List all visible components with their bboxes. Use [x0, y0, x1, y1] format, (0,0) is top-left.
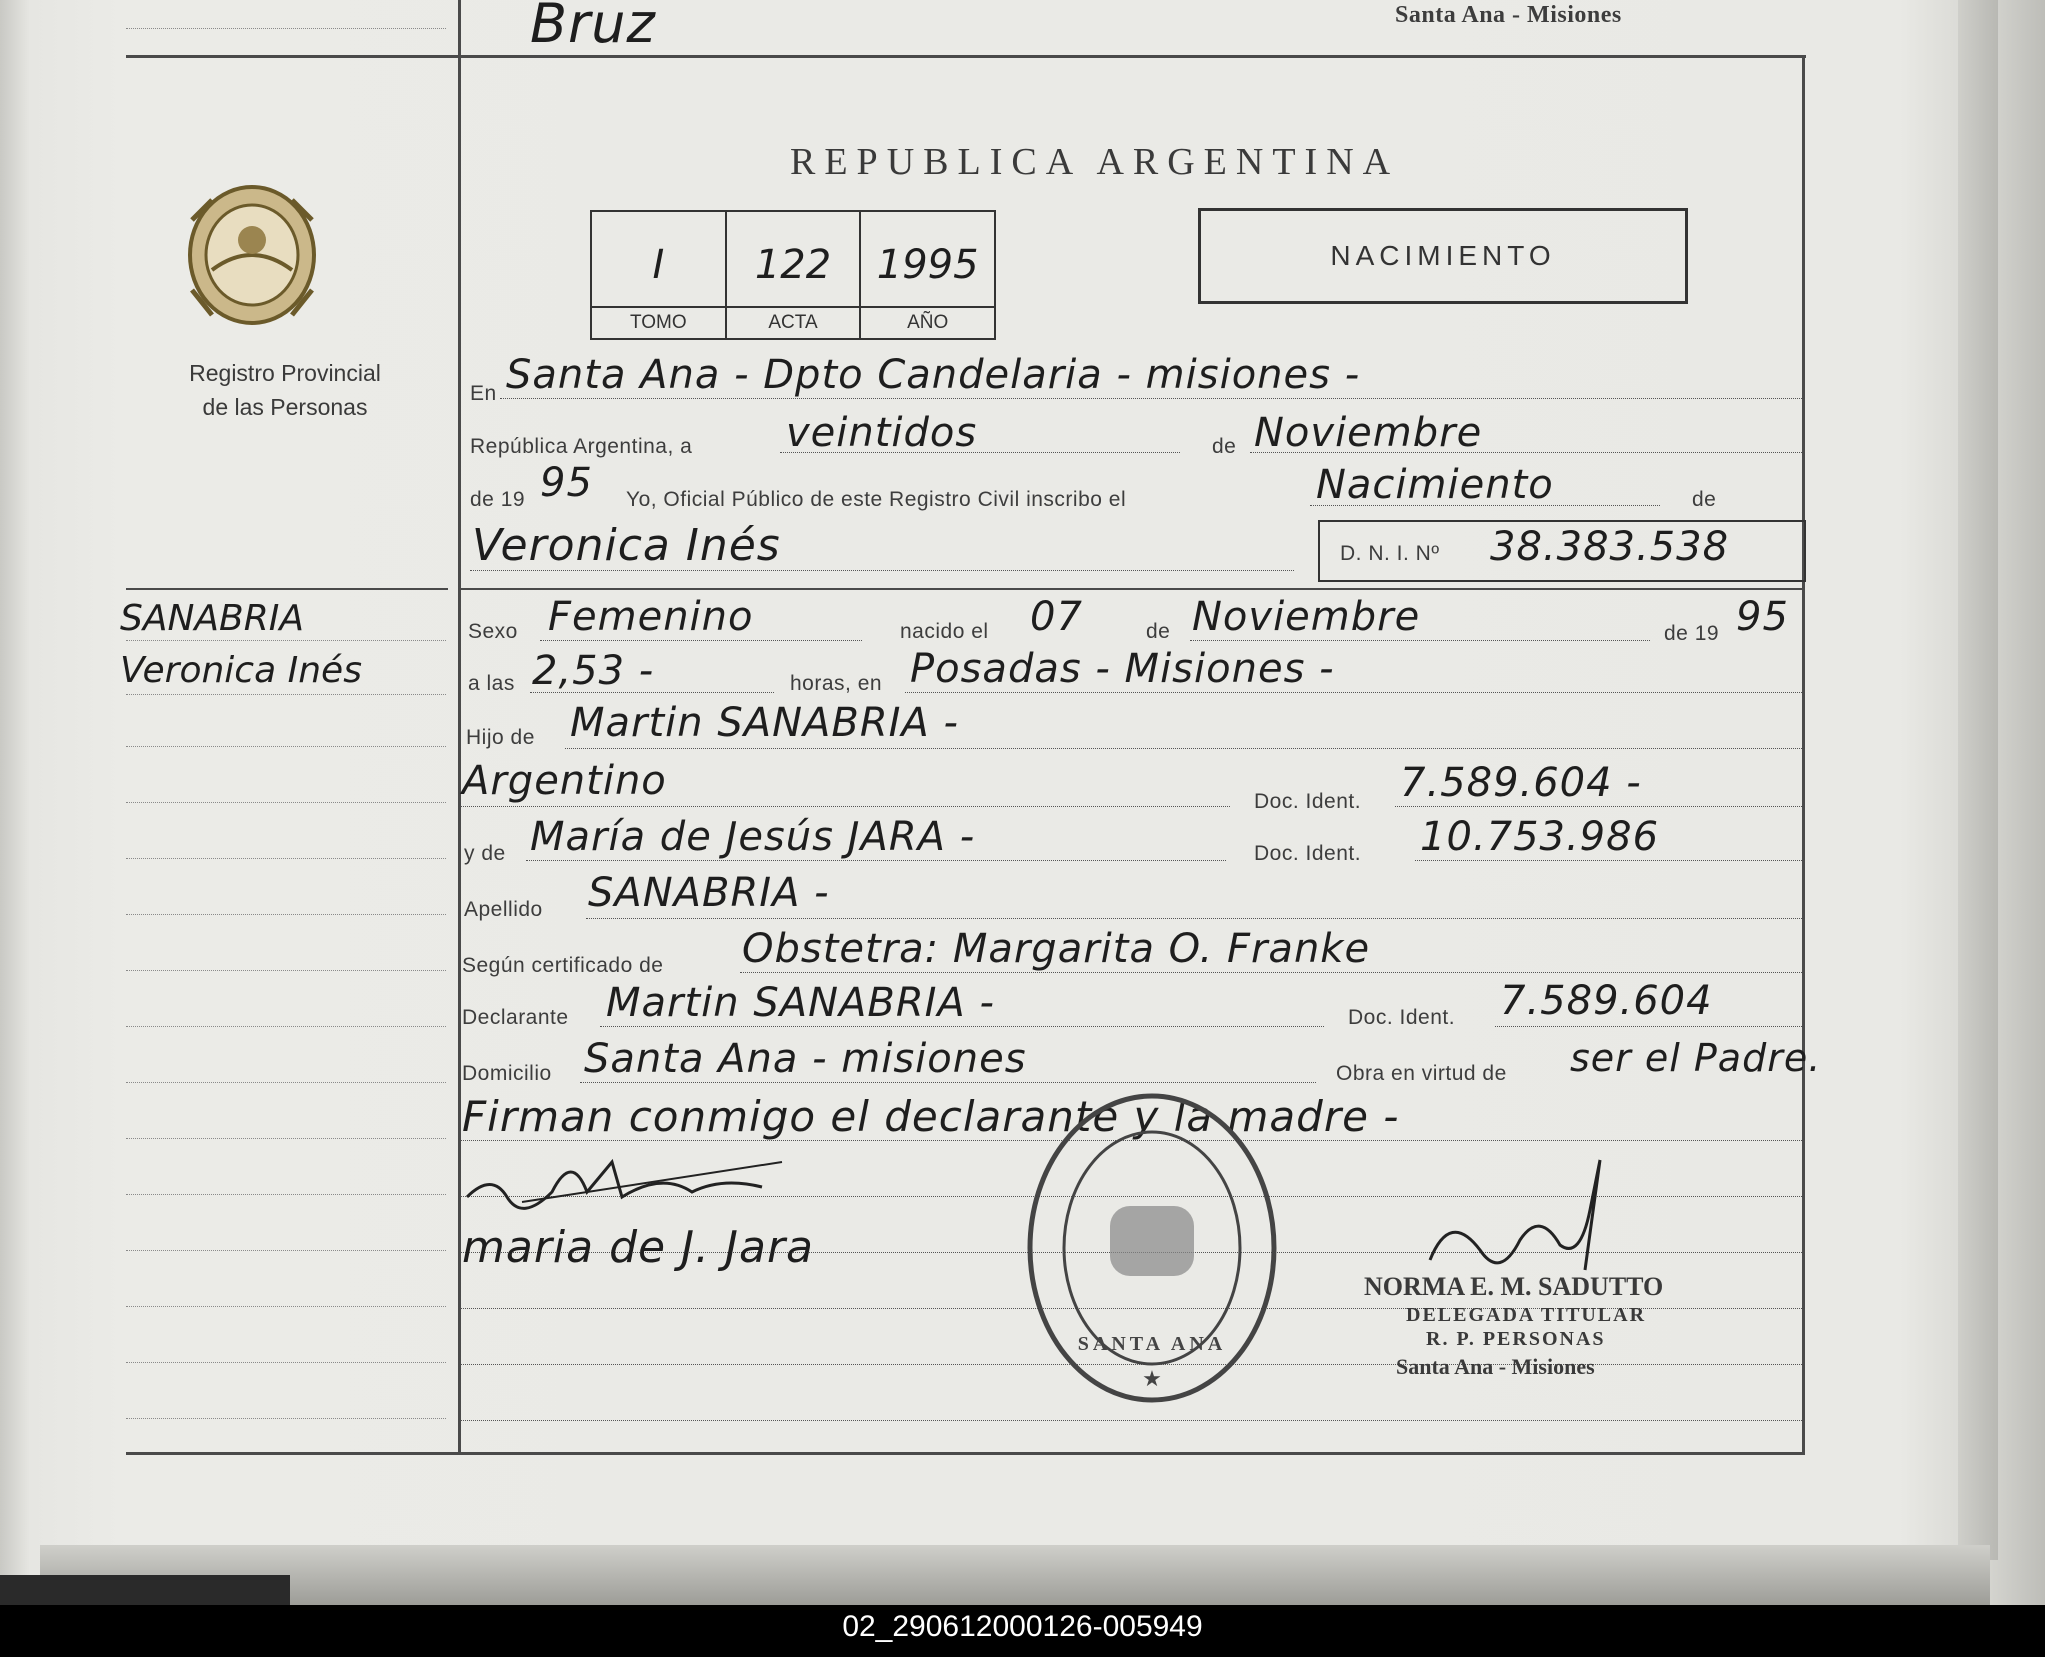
tomo-value: I	[652, 242, 665, 288]
right-vertical-rule	[1802, 58, 1805, 1455]
mother-name-value: María de Jesús JARA -	[530, 814, 976, 860]
birth-day-value: 07	[1030, 594, 1083, 640]
obra-value: ser el Padre.	[1570, 1036, 1822, 1080]
margin-line	[126, 1082, 446, 1083]
act-type-value: Nacimiento	[1316, 462, 1554, 508]
form-line	[460, 806, 1230, 807]
de-label-2: de	[1692, 488, 1717, 511]
official-round-stamp	[1022, 1088, 1282, 1408]
sexo-label: Sexo	[468, 620, 518, 643]
acta-cell	[727, 212, 862, 338]
place-value: Santa Ana - Dpto Candelaria - misiones -	[506, 352, 1361, 398]
margin-given-names: Veronica Inés	[120, 650, 362, 691]
tomo-label: TOMO	[592, 306, 725, 334]
dni-label: D. N. I. Nº	[1340, 542, 1440, 565]
tomo-cell	[592, 212, 727, 338]
margin-line	[126, 1306, 446, 1307]
official-name: NORMA E. M. SADUTTO	[1364, 1272, 1664, 1301]
margin-divider	[126, 588, 448, 590]
doc-ident-label: Doc. Ident.	[1254, 790, 1362, 813]
declarant-signature	[462, 1142, 792, 1212]
image-id-label: 02_290612000126-005949	[842, 1610, 1203, 1643]
form-line	[580, 1082, 1316, 1083]
section-rule	[458, 588, 1802, 590]
margin-line	[126, 1418, 446, 1419]
declarante-doc-value: 7.589.604	[1500, 978, 1713, 1024]
record-type-box: NACIMIENTO	[1198, 208, 1688, 304]
form-line	[526, 860, 1226, 861]
dni-value: 38.383.538	[1490, 524, 1730, 570]
margin-line	[126, 970, 446, 971]
birth-place-value: Posadas - Misiones -	[910, 646, 1335, 692]
official-place: Santa Ana - Misiones	[1396, 1354, 1595, 1379]
page-edge	[1958, 0, 1998, 1560]
obra-label: Obra en virtud de	[1336, 1062, 1507, 1085]
registry-title-line1: Registro Provincial	[189, 360, 381, 386]
top-handwriting: Bruz	[530, 0, 656, 55]
form-line	[1395, 806, 1802, 807]
dni-box	[1318, 520, 1806, 582]
hijo-label: Hijo de	[466, 726, 535, 749]
stamp-text: SANTA ANA	[1077, 1333, 1227, 1355]
declarante-label: Declarante	[462, 1006, 569, 1029]
form-line	[905, 692, 1802, 693]
declarante-value: Martin SANABRIA -	[606, 980, 995, 1026]
acta-value: 122	[754, 242, 832, 288]
page-bottom-edge	[40, 1545, 1990, 1605]
margin-line	[126, 640, 446, 641]
father-nationality-value: Argentino	[462, 758, 667, 804]
form-line	[780, 452, 1180, 453]
birth-year-suffix-value: 95	[1736, 594, 1789, 640]
form-line	[540, 640, 862, 641]
form-line	[500, 398, 1802, 399]
en-label: En	[470, 382, 497, 405]
margin-line	[126, 694, 446, 695]
anio-label: AÑO	[861, 306, 994, 334]
apellido-label: Apellido	[464, 898, 543, 921]
margin-line	[126, 914, 446, 915]
binding-shadow	[0, 1575, 290, 1605]
birth-month-value: Noviembre	[1192, 594, 1421, 640]
mother-signature: maria de J. Jara	[462, 1222, 815, 1273]
registry-number-box	[590, 210, 996, 340]
domicilio-value: Santa Ana - misiones	[584, 1036, 1027, 1082]
certificate-value: Obstetra: Margarita O. Franke	[742, 926, 1371, 972]
form-line	[530, 692, 774, 693]
form-line	[1250, 452, 1802, 453]
sexo-value: Femenino	[548, 594, 754, 640]
registry-emblem-title	[140, 356, 430, 424]
margin-line	[126, 802, 446, 803]
margin-line	[126, 858, 446, 859]
mother-doc-value: 10.753.986	[1420, 814, 1660, 860]
year-suffix-value: 95	[540, 460, 593, 506]
top-stamp-fragment	[1036, 0, 1256, 60]
provincial-emblem-icon	[162, 180, 342, 330]
margin-line	[126, 1026, 446, 1027]
svg-text:★: ★	[1142, 1366, 1162, 1391]
margin-surname: SANABRIA	[120, 598, 304, 639]
doc-ident-label-3: Doc. Ident.	[1348, 1006, 1456, 1029]
year-prefix-label: de 19	[470, 488, 526, 511]
nacido-label: nacido el	[900, 620, 989, 643]
bottom-rule	[126, 1452, 1805, 1455]
center-vertical-rule	[458, 0, 461, 1455]
form-line	[1310, 505, 1660, 506]
margin-line	[126, 1194, 446, 1195]
person-name-value: Veronica Inés	[472, 520, 781, 571]
day-text-value: veintidos	[786, 410, 978, 456]
father-doc-value: 7.589.604 -	[1400, 760, 1642, 806]
de-label-3: de	[1146, 620, 1171, 643]
official-org: R. P. PERSONAS	[1426, 1328, 1606, 1350]
acta-label: ACTA	[727, 306, 860, 334]
firman-text: Firman conmigo el declarante y la madre -	[462, 1092, 1400, 1141]
horas-label: horas, en	[790, 672, 883, 695]
republica-label: República Argentina, a	[470, 435, 693, 458]
form-line	[1190, 640, 1650, 641]
margin-line	[126, 1138, 446, 1139]
top-rule	[126, 55, 1806, 58]
segun-label: Según certificado de	[462, 954, 664, 977]
y-de-label: y de	[464, 842, 506, 865]
form-line	[1415, 860, 1802, 861]
form-line	[740, 972, 1802, 973]
father-name-value: Martin SANABRIA -	[570, 700, 959, 746]
form-line	[586, 918, 1802, 919]
hour-value: 2,53 -	[532, 648, 655, 694]
margin-line	[126, 746, 446, 747]
birth-year-prefix-label: de 19	[1664, 622, 1720, 645]
anio-value: 1995	[876, 242, 979, 288]
form-line	[600, 1026, 1324, 1027]
official-role: DELEGADA TITULAR	[1406, 1304, 1647, 1326]
a-las-label: a las	[468, 672, 515, 695]
form-line	[1495, 1026, 1802, 1027]
apellido-value: SANABRIA -	[588, 870, 830, 916]
document-title: REPUBLICA ARGENTINA	[790, 141, 1400, 183]
margin-line	[126, 1362, 446, 1363]
de-label: de	[1212, 435, 1237, 458]
form-line	[565, 748, 1802, 749]
margin-line	[126, 28, 446, 29]
form-line	[460, 1420, 1802, 1421]
registry-title-line2: de las Personas	[202, 394, 368, 420]
domicilio-label: Domicilio	[462, 1062, 552, 1085]
form-line	[470, 570, 1294, 571]
yo-text-label: Yo, Oficial Público de este Registro Civil inscribo el	[626, 488, 1127, 511]
doc-ident-label-2: Doc. Ident.	[1254, 842, 1362, 865]
top-stamp-place: Santa Ana - Misiones	[1395, 2, 1622, 28]
month-value: Noviembre	[1254, 410, 1483, 456]
anio-cell	[861, 212, 994, 338]
margin-line	[126, 1250, 446, 1251]
